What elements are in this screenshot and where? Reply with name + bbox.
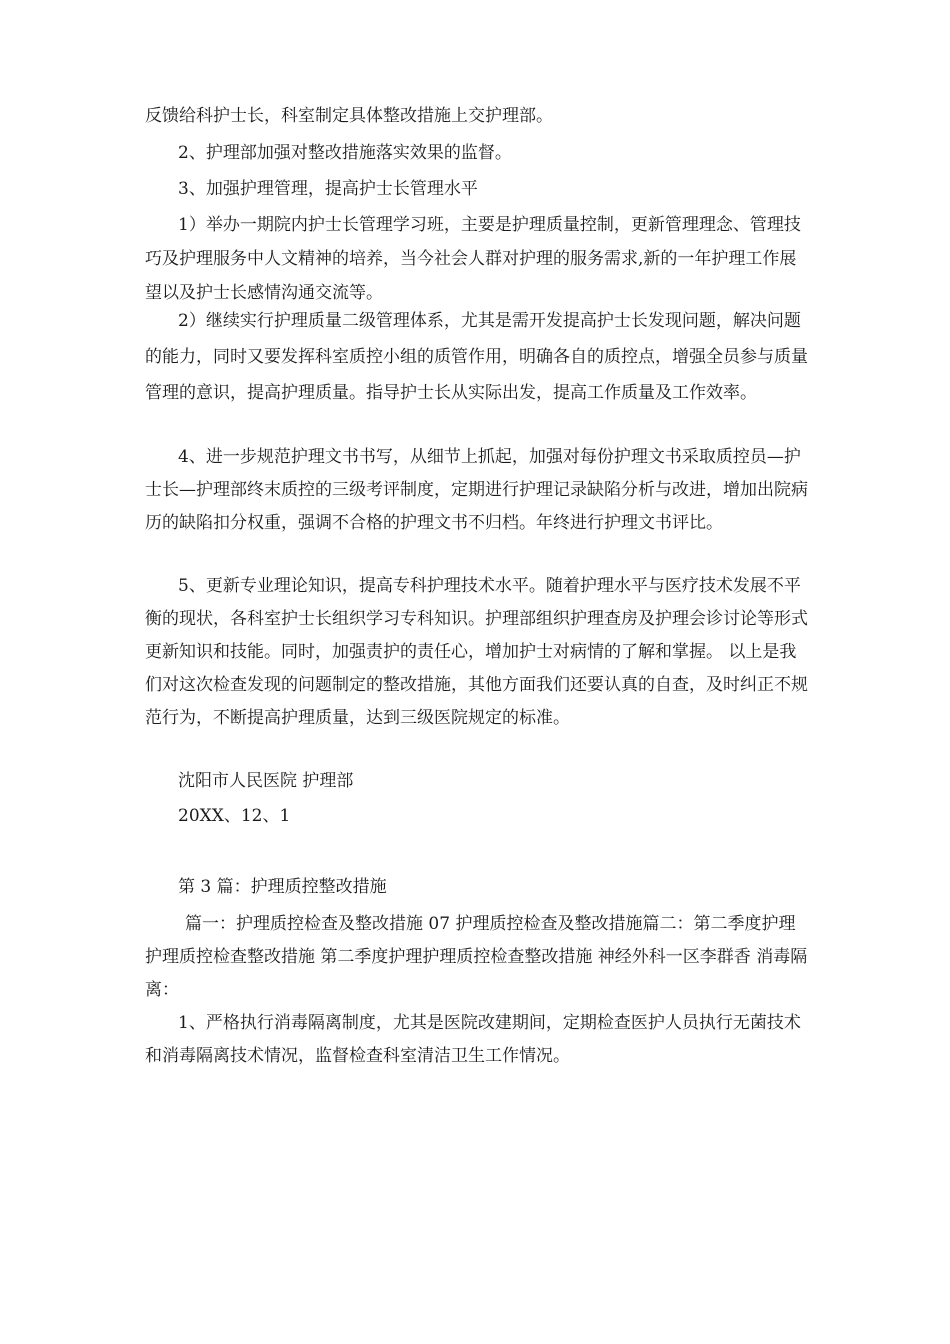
paragraph-item-1-disinfection: 1、严格执行消毒隔离制度，尤其是医院改建期间，定期检查医护人员执行无菌技术和消毒隔离技术情况，监督检查科室清洁卫生工作情况。 <box>145 1013 801 1066</box>
paragraph-intro: 篇一：护理质控检查及整改措施 07 护理质控检查及整改措施篇二：第二季度护理护理质控检查整改措施 第二季度护理护理质控检查整改措施 神经外科一区李群香 消毒隔离： <box>145 914 808 1000</box>
signature-organization: 沈阳市人民医院 护理部 <box>178 771 354 791</box>
paragraph-sub-item-2: 2）继续实行护理质量二级管理体系，尤其是需开发提高护士长发现问题，解决问题的能力，同时又要发挥科室质控小组的质管作用，明确各自的质控点，增强全员参与质量管理的意识，提高护理质量。指导护士长从实际出发，提高工作质量及工作效率。 <box>145 311 808 403</box>
paragraph-item-5: 5、更新专业理论知识，提高专科护理技术水平。随着护理水平与医疗技术发展不平衡的现状，各科室护士长组织学习专科知识。护理部组织护理查房及护理会诊讨论等形式更新知识和技能。同时，加强责护的责任心，增加护士对病情的了解和掌握。 以上是我们对这次检查发现的问题制定的整改措施，其他方面我们还要认真的自查，及时纠正不规范行为，不断提高护理质量，达到三级医院规定的标准。 <box>145 576 808 728</box>
signature-date: 20XX、12、1 <box>178 806 291 826</box>
paragraph-sub-item-1: 1）举办一期院内护士长管理学习班，主要是护理质量控制，更新管理理念、管理技巧及护理服务中人文精神的培养，当今社会人群对护理的服务需求,新的一年护理工作展望以及护士长感情沟通交流等。 <box>145 215 801 303</box>
paragraph-item-3: 3、加强护理管理，提高护士长管理水平 <box>178 179 478 199</box>
paragraph-item-4: 4、进一步规范护理文书书写，从细节上抓起，加强对每份护理文书采取质控员—护士长—护理部终末质控的三级考评制度，定期进行护理记录缺陷分析与改进，增加出院病历的缺陷扣分权重，强调不合格的护理文书不归档。年终进行护理文书评比。 <box>145 447 808 533</box>
paragraph-item-2: 2、护理部加强对整改措施落实效果的监督。 <box>178 143 512 163</box>
section-heading: 第 3 篇：护理质控整改措施 <box>178 877 387 897</box>
paragraph-continuation: 反馈给科护士长，科室制定具体整改措施上交护理部。 <box>145 106 553 126</box>
